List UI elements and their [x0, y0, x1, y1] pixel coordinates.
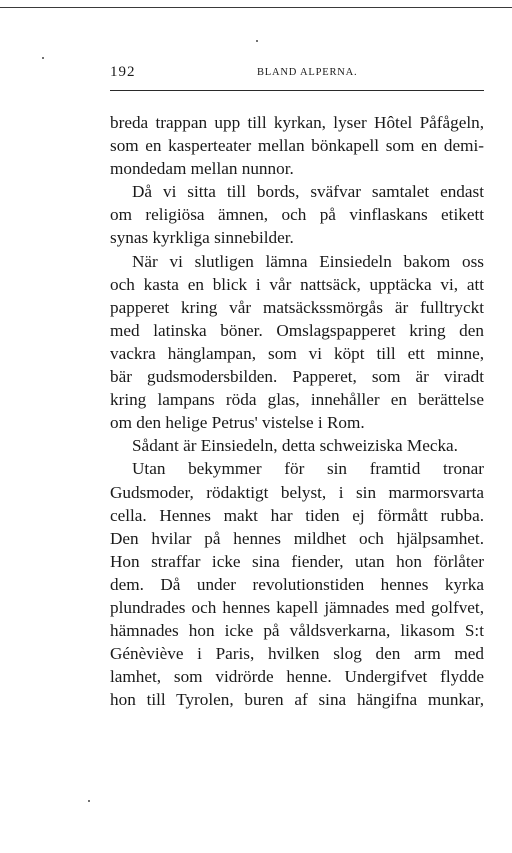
text-line: Den hvilar på hennes mildhet och hjälpsamhet. [110, 528, 484, 548]
text-line: mondedam mellan nunnor. [110, 159, 294, 179]
text-line: Hon straffar icke sina fiender, utan hon förlåter [110, 551, 484, 571]
page-number: 192 [110, 64, 136, 80]
text-line: papperet kring vår matsäckssmörgås är fulltryckt [110, 297, 484, 317]
page-header [110, 64, 484, 82]
text-line: plundrades och hennes kapell jämnades med golfvet, [110, 597, 484, 617]
paper-speck [42, 57, 44, 59]
text-line: kring lampans röda glas, innehåller en berättelse [110, 390, 484, 410]
text-line: hon till Tyrolen, buren af sina hängifna munkar, [110, 690, 484, 710]
paper-speck [256, 40, 258, 42]
paper-speck [88, 800, 90, 802]
text-line: lamhet, som vidrörde henne. Undergifvet flydde [110, 667, 484, 687]
text-line: bär gudsmodersbilden. Papperet, som är viradt [110, 367, 484, 387]
text-line: om religiösa ämnen, och på vinflaskans etikett [110, 205, 484, 225]
text-line: och kasta en blick i vår nattsäck, upptäcka vi, att [110, 274, 484, 294]
text-line: som en kasperteater mellan bönkapell som en demi- [110, 136, 484, 156]
text-line: Utan bekymmer för sin framtid tronar [132, 459, 484, 479]
text-line: med latinska böner. Omslagspapperet kring den [110, 320, 484, 340]
text-line: Sådant är Einsiedeln, detta schweiziska Mecka. [132, 436, 458, 456]
body-text [110, 111, 484, 711]
text-line: Gudsmoder, rödaktigt belyst, i sin marmorsvarta [110, 482, 484, 502]
text-line: cella. Hennes makt har tiden ej förmått rubba. [110, 505, 484, 525]
text-line: om den helige Petrus' vistelse i Rom. [110, 413, 365, 433]
text-line: Génèviève i Paris, hvilken slog den arm med [110, 644, 484, 664]
text-line: vackra hänglampan, som vi köpt till ett minne, [110, 343, 484, 363]
scan-edge-line [0, 7, 512, 8]
running-head: BLAND ALPERNA. [257, 67, 358, 78]
text-line: När vi slutligen lämna Einsiedeln bakom oss [132, 251, 484, 271]
text-line: hämnades hon icke på våldsverkarna, likasom S:t [110, 621, 484, 641]
text-line: Då vi sitta till bords, sväfvar samtalet endast [132, 182, 484, 202]
header-rule [110, 90, 484, 91]
text-line: dem. Då under revolutionstiden hennes kyrka [110, 574, 484, 594]
text-line: synas kyrkliga sinnebilder. [110, 228, 294, 248]
text-line: breda trappan upp till kyrkan, lyser Hôtel Påfågeln, [110, 113, 484, 132]
